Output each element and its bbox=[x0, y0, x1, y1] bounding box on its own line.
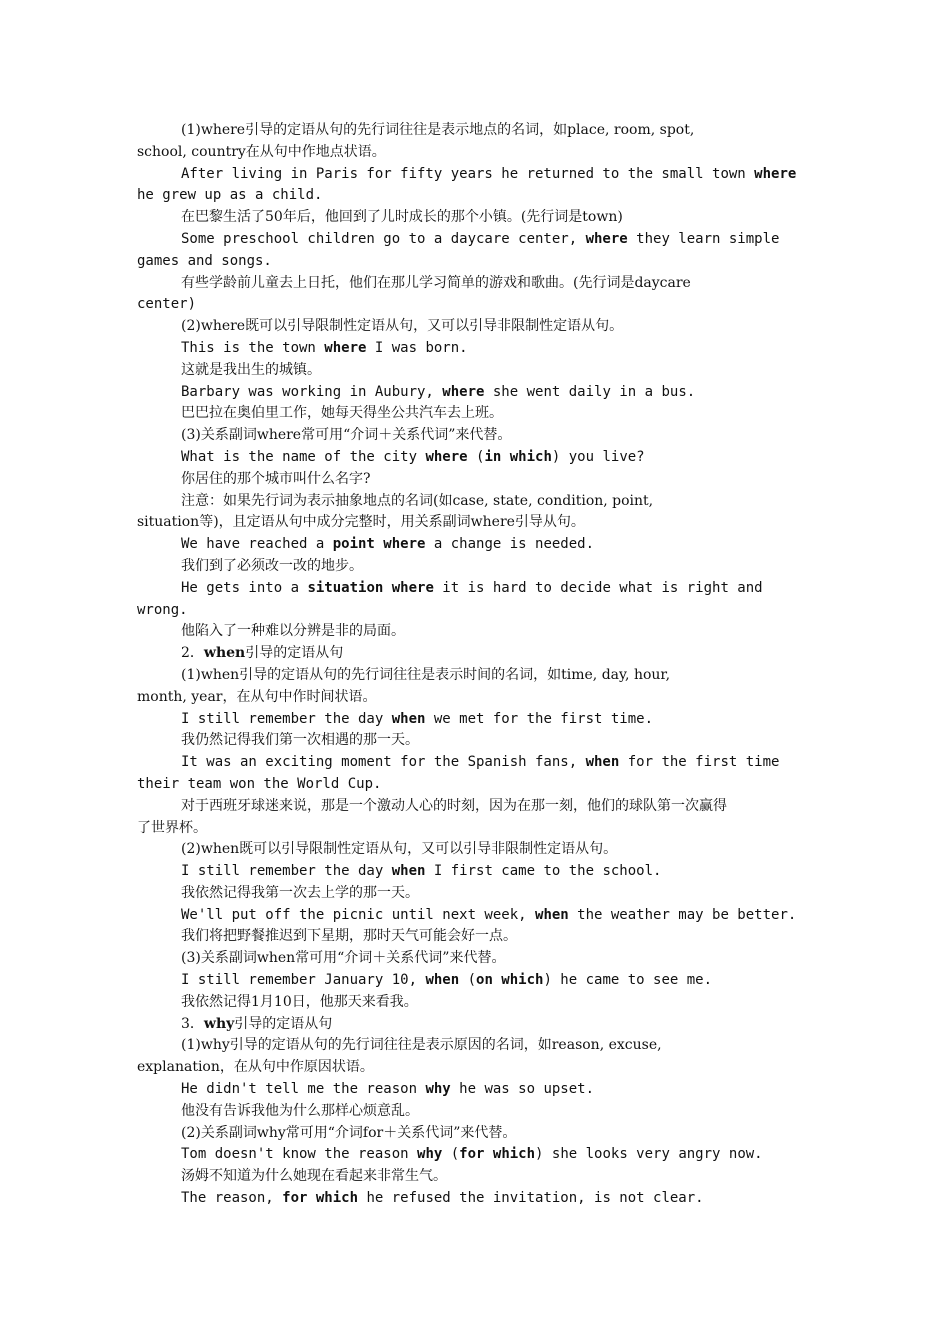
text-line: (3)关系副词when常可用“介词＋关系代词”来代替。 bbox=[181, 950, 506, 967]
text-line: their team won the World Cup. bbox=[137, 775, 382, 792]
text-line: month, year，在从句中作时间状语。 bbox=[137, 688, 377, 705]
text-line: 2．when引导的定语从句 bbox=[181, 645, 344, 662]
text-line: What is the name of the city where (in which) you live? bbox=[181, 448, 645, 465]
text-line: 我们将把野餐推迟到下星期，那时天气可能会好一点。 bbox=[181, 928, 517, 945]
text-line: 对于西班牙球迷来说，那是一个激动人心的时刻，因为在那一刻，他们的球队第一次赢得 bbox=[181, 797, 727, 814]
text-line: (1)when引导的定语从句的先行词往往是表示时间的名词，如time, day, hour, bbox=[181, 666, 671, 683]
text-line: 我仍然记得我们第一次相遇的那一天。 bbox=[181, 732, 419, 749]
text-line: (1)where引导的定语从句的先行词往往是表示地点的名词，如place, room, spot, bbox=[181, 122, 695, 138]
text-line: We have reached a point where a change is needed. bbox=[181, 536, 595, 553]
text-line: situation等)，且定语从句中成分完整时，用关系副词where引导从句。 bbox=[137, 514, 585, 531]
text-line: 巴巴拉在奥伯里工作，她每天得坐公共汽车去上班。 bbox=[181, 405, 503, 422]
text-line: 我依然记得1月10日，他那天来看我。 bbox=[181, 993, 418, 1010]
text-line: 这就是我出生的城镇。 bbox=[181, 361, 321, 378]
text-line: Tom doesn't know the reason why (for which) she looks very angry now. bbox=[181, 1146, 763, 1163]
text-line: I still remember the day when we met for the first time. bbox=[181, 710, 654, 727]
text-line: games and songs. bbox=[137, 252, 272, 269]
text-line: He didn't tell me the reason why he was so upset. bbox=[181, 1081, 595, 1098]
text-line: (2)when既可以引导限制性定语从句，又可以引导非限制性定语从句。 bbox=[181, 841, 618, 858]
text-line: 我依然记得我第一次去上学的那一天。 bbox=[181, 884, 419, 901]
text-line: I still remember the day when I first came to the school. bbox=[181, 863, 662, 880]
text-line: (2)where既可以引导限制性定语从句，又可以引导非限制性定语从句。 bbox=[181, 318, 624, 335]
text-line: The reason, for which he refused the invitation, is not clear. bbox=[181, 1190, 704, 1207]
text-line: 在巴黎生活了50年后，他回到了儿时成长的那个小镇。(先行词是town) bbox=[181, 209, 623, 226]
text-line: explanation，在从句中作原因状语。 bbox=[137, 1059, 374, 1076]
text-line: It was an exciting moment for the Spanish fans, when for the first time bbox=[181, 754, 780, 771]
text-line: I still remember January 10, when (on which) he came to see me. bbox=[181, 972, 713, 989]
text-line: After living in Paris for fifty years he returned to the small town where bbox=[181, 165, 797, 182]
text-line: 汤姆不知道为什么她现在看起来非常生气。 bbox=[181, 1168, 447, 1185]
text-line: He gets into a situation where it is hard to decide what is right and bbox=[181, 579, 763, 596]
text-line: Barbary was working in Aubury, where she went daily in a bus. bbox=[181, 383, 696, 400]
text-line: 你居住的那个城市叫什么名字? bbox=[181, 470, 371, 487]
text-line: wrong. bbox=[137, 601, 188, 618]
text-line: 注意：如果先行词为表示抽象地点的名词(如case, state, condition, point, bbox=[181, 492, 654, 509]
text-line: 他陷入了一种难以分辨是非的局面。 bbox=[181, 623, 405, 640]
text-line: Some preschool children go to a daycare center, where they learn simple bbox=[181, 230, 780, 247]
text-line: 有些学龄前儿童去上日托，他们在那儿学习简单的游戏和歌曲。(先行词是daycare bbox=[181, 274, 691, 291]
text-line: (2)关系副词why常可用“介词for＋关系代词”来代替。 bbox=[181, 1124, 517, 1141]
text-line: This is the town where I was born. bbox=[181, 339, 468, 356]
document-body bbox=[137, 120, 815, 1210]
text-line: (3)关系副词where常可用“介词＋关系代词”来代替。 bbox=[181, 427, 512, 444]
text-line: We'll put off the picnic until next week, when the weather may be better. bbox=[181, 906, 797, 923]
text-line: center) bbox=[137, 296, 197, 313]
text-line: 他没有告诉我他为什么那样心烦意乱。 bbox=[181, 1102, 419, 1119]
text-line: 3．why引导的定语从句 bbox=[181, 1015, 333, 1032]
text-line: 了世界杯。 bbox=[137, 819, 207, 836]
text-line: 我们到了必须改一改的地步。 bbox=[181, 557, 363, 574]
text-line: (1)why引导的定语从句的先行词往往是表示原因的名词，如reason, excuse, bbox=[181, 1037, 662, 1054]
text-line: he grew up as a child. bbox=[137, 187, 323, 204]
text-line: school, country在从句中作地点状语。 bbox=[137, 143, 386, 160]
